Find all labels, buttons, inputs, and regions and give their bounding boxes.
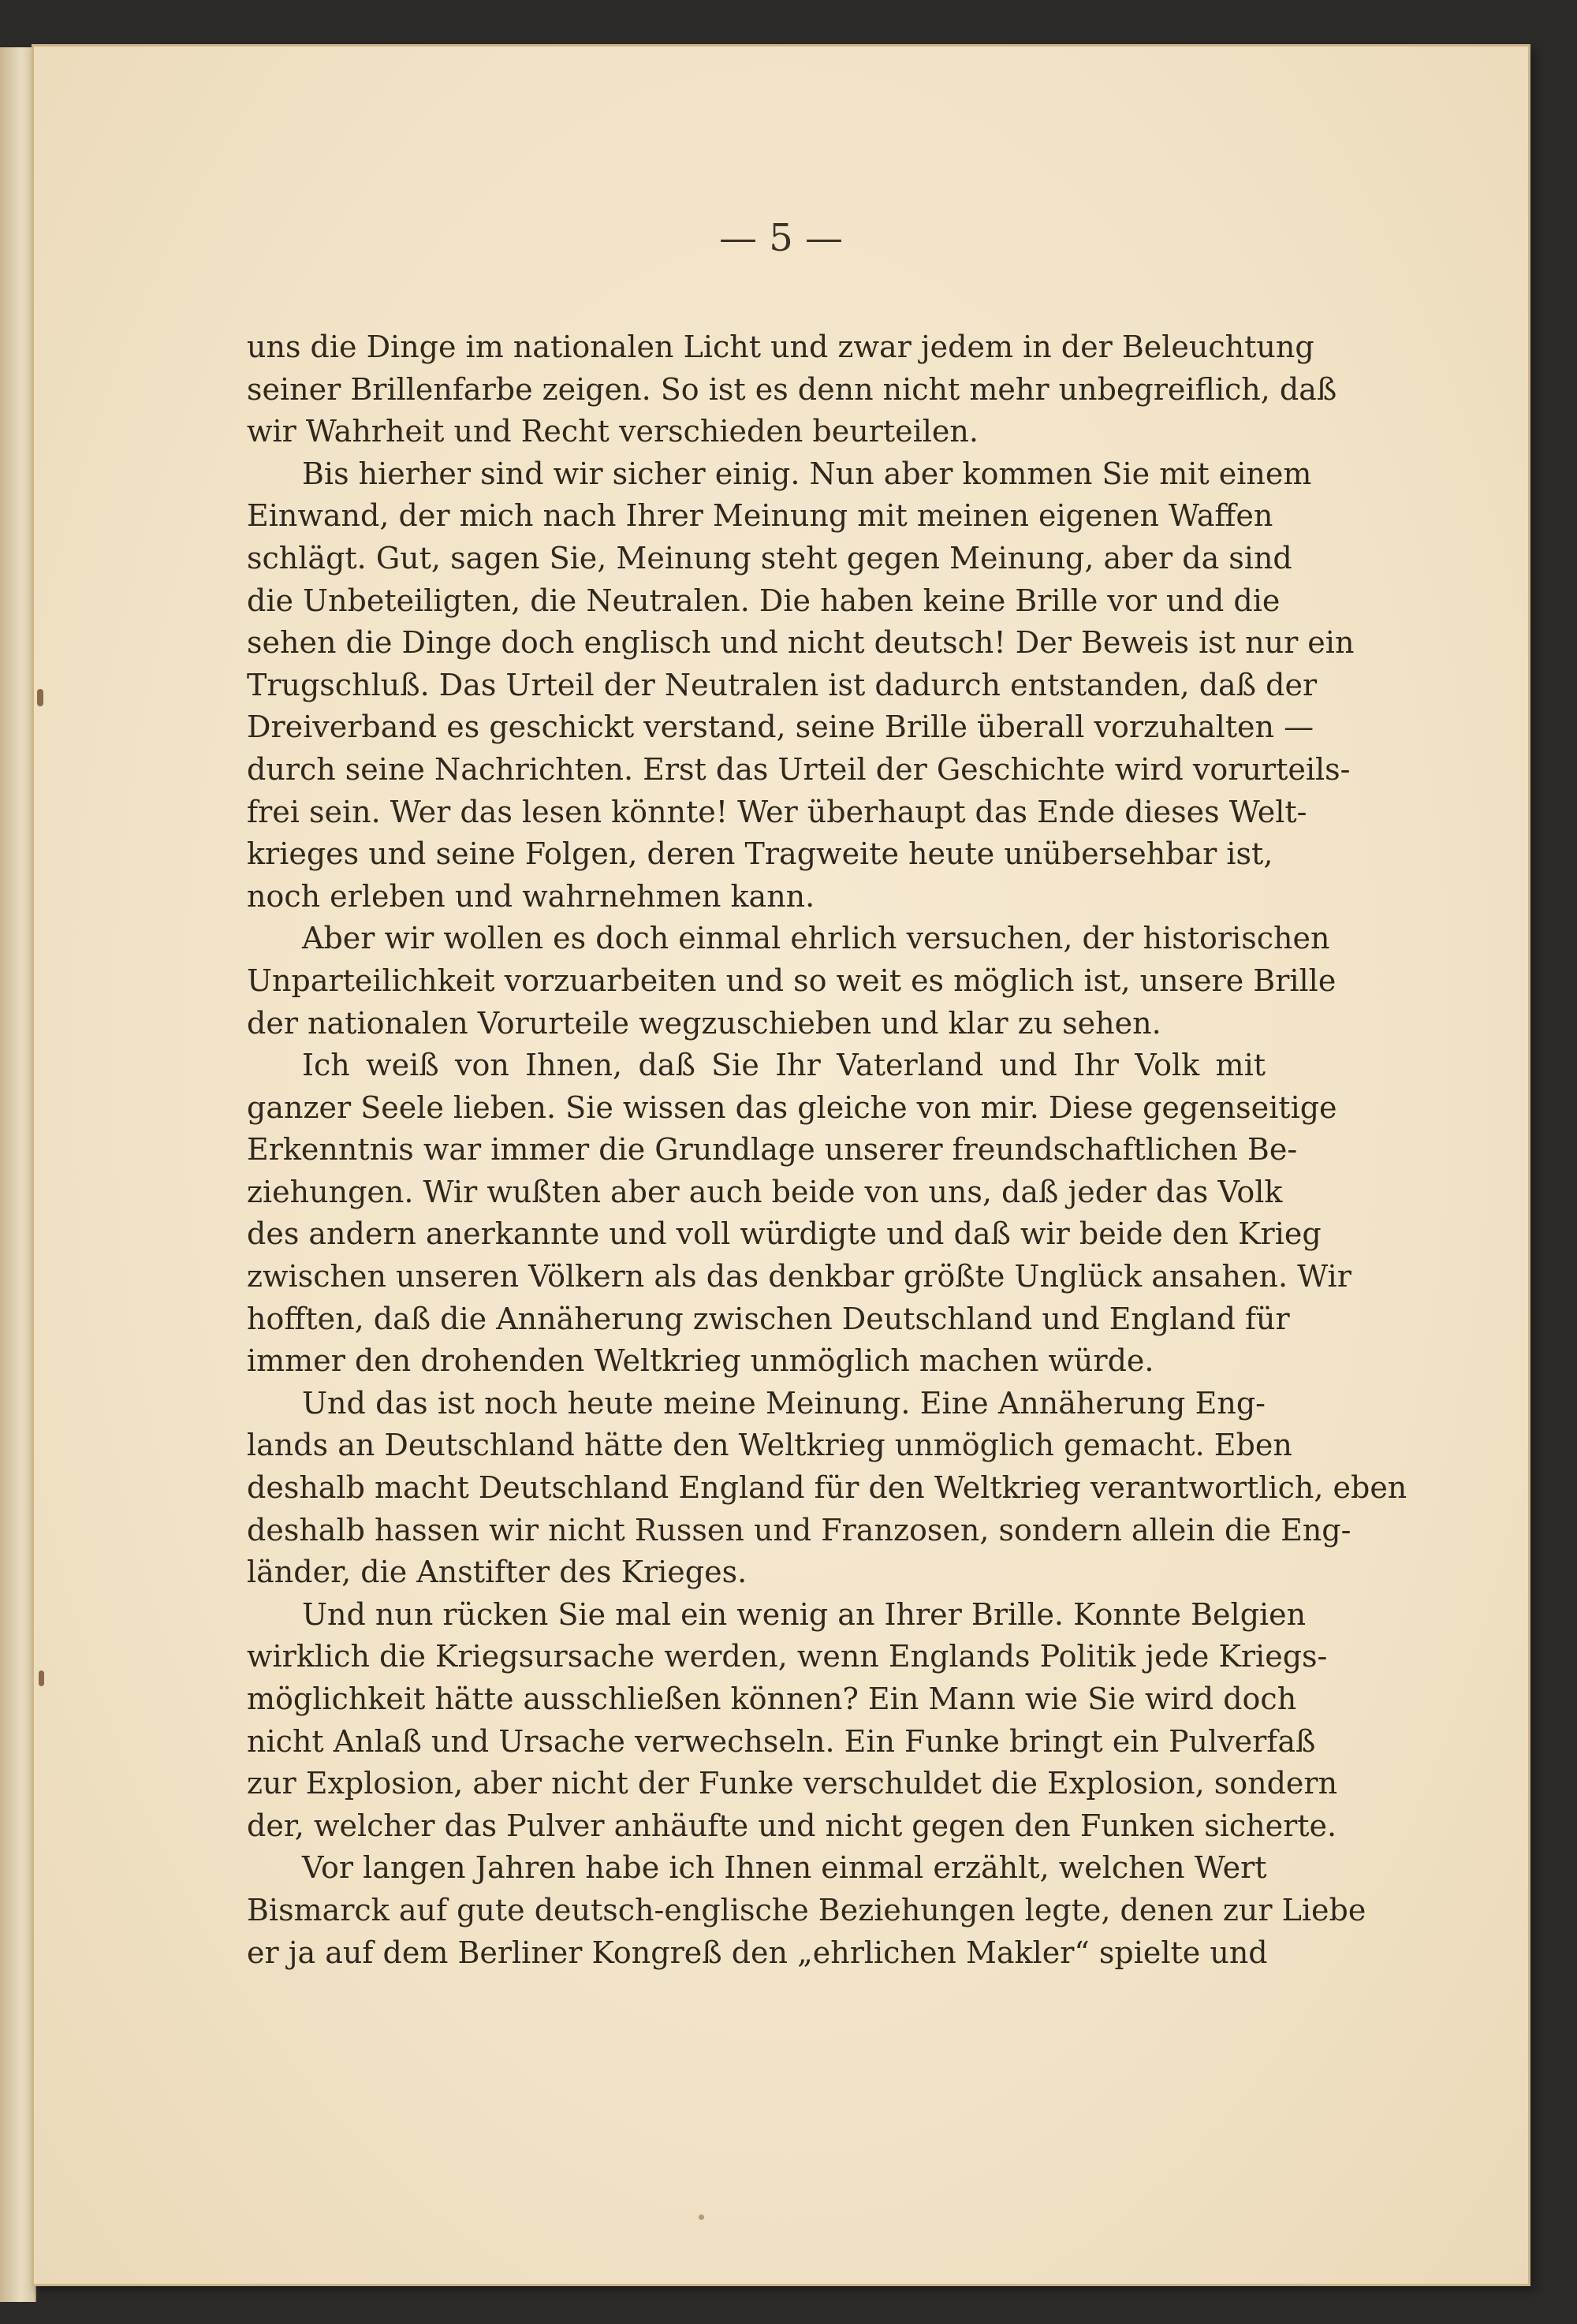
text-line: Erkenntnis war immer die Grundlage unserer freundschaftlichen Be-: [247, 1132, 1298, 1168]
text-line: sehen die Dinge doch englisch und nicht deutsch! Der Beweis ist nur ein: [247, 625, 1355, 661]
text-line: schlägt. Gut, sagen Sie, Meinung steht gegen Meinung, aber da sind: [247, 540, 1292, 575]
text-line: der nationalen Vorurteile wegzuschieben und klar zu sehen.: [247, 1005, 1161, 1041]
paragraph: [247, 1847, 1366, 1974]
text-line: Vor langen Jahren habe ich Ihnen einmal erzählt, welchen Wert: [302, 1850, 1267, 1886]
text-line: Und nun rücken Sie mal ein wenig an Ihrer Brille. Konnte Belgien: [302, 1596, 1307, 1632]
text-line: er ja auf dem Berliner Kongreß den „ehrlichen Makler“ spielte und: [247, 1935, 1268, 1970]
paper-spot: [699, 2214, 704, 2220]
text-line: möglichkeit hätte ausschließen können? Ein Mann wie Sie wird doch: [247, 1682, 1297, 1716]
text-line: zwischen unseren Völkern als das denkbar größte Unglück ansahen. Wir: [247, 1259, 1351, 1294]
text-line: wir Wahrheit und Recht verschieden beurteilen.: [247, 414, 979, 449]
text-line: Bismarck auf gute deutsch-englische Beziehungen legte, denen zur Liebe: [247, 1892, 1366, 1927]
paper-spot: [39, 1670, 44, 1686]
text-line: des andern anerkannte und voll würdigte und daß wir beide den Krieg: [247, 1216, 1322, 1252]
paragraph: [247, 1383, 1407, 1594]
text-line: nicht Anlaß und Ursache verwechseln. Ein Funke bringt ein Pulverfaß: [247, 1723, 1316, 1759]
text-line: Bis hierher sind wir sicher einig. Nun aber kommen Sie mit einem: [302, 456, 1312, 491]
text-line: ziehungen. Wir wußten aber auch beide von uns, daß jeder das Volk: [247, 1174, 1283, 1209]
text-line: lands an Deutschland hätte den Weltkrieg unmöglich gemacht. Eben: [247, 1428, 1292, 1463]
text-line: Ich weiß von Ihnen, daß Sie Ihr Vaterland und Ihr Volk mit: [302, 1048, 1266, 1083]
paragraph: [247, 1045, 1351, 1383]
text-line: Trugschluß. Das Urteil der Neutralen ist dadurch entstanden, daß der: [247, 667, 1318, 702]
text-line: frei sein. Wer das lesen könnte! Wer überhaupt das Ende dieses Welt-: [247, 794, 1307, 829]
text-line: seiner Brillenfarbe zeigen. So ist es denn nicht mehr unbegreiflich, daß: [247, 371, 1337, 407]
text-line: länder, die Anstifter des Krieges.: [247, 1555, 747, 1590]
text-line: Dreiverband es geschickt verstand, seine Brille überall vorzuhalten —: [247, 709, 1314, 745]
text-line: ganzer Seele lieben. Sie wissen das gleiche von mir. Diese gegenseitige: [247, 1089, 1337, 1125]
text-line: der, welcher das Pulver anhäufte und nicht gegen den Funken sicherte.: [247, 1808, 1337, 1843]
text-line: deshalb macht Deutschland England für den Weltkrieg verantwortlich, eben: [247, 1470, 1407, 1506]
paragraph: [247, 326, 1337, 453]
body-text: [247, 326, 1407, 1974]
text-line: hofften, daß die Annäherung zwischen Deutschland und England für: [247, 1301, 1290, 1336]
text-line: noch erleben und wahrnehmen kann.: [247, 878, 815, 914]
text-line: wirklich die Kriegsursache werden, wenn Englands Politik jede Kriegs-: [247, 1639, 1328, 1674]
book-page: [32, 44, 1530, 2286]
text-line: uns die Dinge im nationalen Licht und zwar jedem in der Beleuchtung: [247, 330, 1314, 364]
paragraph: [247, 1594, 1338, 1848]
text-line: Und das ist noch heute meine Meinung. Eine Annäherung Eng-: [302, 1385, 1266, 1421]
text-line: Unparteilichkeit vorzuarbeiten und so weit es möglich ist, unsere Brille: [247, 963, 1337, 998]
paper-spot: [37, 689, 43, 706]
paragraph: [247, 453, 1355, 918]
text-line: krieges und seine Folgen, deren Tragweite heute unübersehbar ist,: [247, 836, 1273, 872]
paragraph: [247, 918, 1337, 1045]
page-number: — 5 —: [718, 216, 844, 260]
text-line: zur Explosion, aber nicht der Funke verschuldet die Explosion, sondern: [247, 1766, 1338, 1801]
text-line: Einwand, der mich nach Ihrer Meinung mit meinen eigenen Waffen: [247, 498, 1273, 534]
text-line: deshalb hassen wir nicht Russen und Franzosen, sondern allein die Eng-: [247, 1512, 1351, 1547]
text-line: immer den drohenden Weltkrieg unmöglich machen würde.: [247, 1343, 1154, 1379]
text-line: Aber wir wollen es doch einmal ehrlich versuchen, der historischen: [302, 921, 1330, 956]
text-line: durch seine Nachrichten. Erst das Urteil der Geschichte wird vorurteils-: [247, 751, 1351, 787]
text-line: die Unbeteiligten, die Neutralen. Die haben keine Brille vor und die: [247, 583, 1281, 618]
